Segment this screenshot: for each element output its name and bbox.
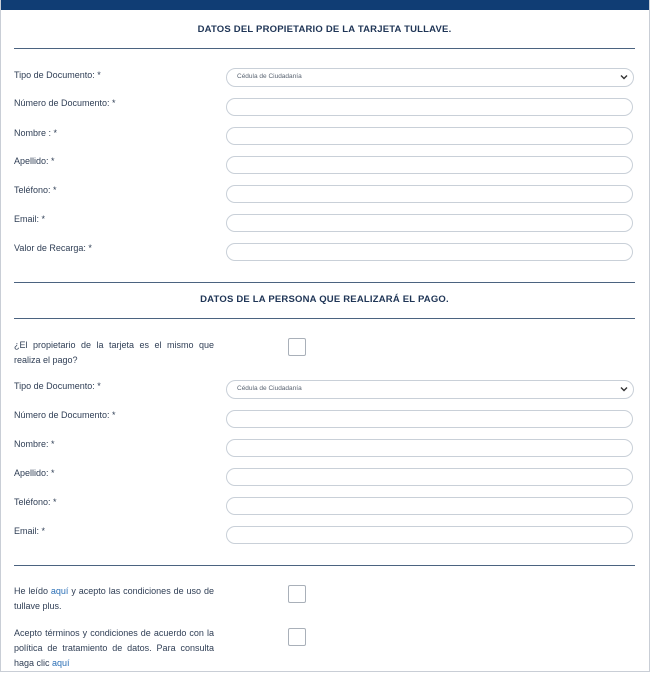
owner-name-label: Nombre : * bbox=[14, 128, 58, 138]
terms-read-link[interactable]: aquí bbox=[50, 586, 69, 596]
terms-read-text bbox=[14, 584, 214, 614]
terms-read-prefix: He leído bbox=[14, 586, 51, 596]
payer-email-label: Email: * bbox=[14, 526, 46, 536]
terms-read-checkbox[interactable] bbox=[288, 585, 306, 603]
terms-read-suffix: y acepto las condiciones de uso de tullave plus. bbox=[14, 586, 215, 611]
payer-surname-label: Apellido: * bbox=[14, 468, 55, 478]
payer-email-input[interactable] bbox=[226, 526, 633, 544]
owner-doc-type-select[interactable] bbox=[226, 68, 634, 87]
payer-doc-type-select[interactable] bbox=[226, 380, 634, 399]
owner-surname-label: Apellido: * bbox=[14, 156, 55, 166]
terms-divider bbox=[14, 565, 635, 566]
owner-email-input[interactable] bbox=[226, 214, 633, 232]
owner-email-label: Email: * bbox=[14, 214, 46, 224]
owner-phone-label: Teléfono: * bbox=[14, 185, 57, 195]
owner-doc-number-label: Número de Documento: * bbox=[14, 98, 116, 108]
payer-surname-input[interactable] bbox=[226, 468, 633, 486]
chevron-down-icon bbox=[619, 72, 629, 82]
owner-section-title: DATOS DEL PROPIETARIO DE LA TARJETA TULLAVE. bbox=[197, 24, 452, 35]
same-owner-checkbox[interactable] bbox=[288, 338, 306, 356]
terms-accept-checkbox[interactable] bbox=[288, 628, 306, 646]
payer-phone-label: Teléfono: * bbox=[14, 497, 57, 507]
payer-doc-type-label: Tipo de Documento: * bbox=[14, 381, 101, 391]
owner-name-input[interactable] bbox=[226, 127, 633, 145]
owner-doc-type-label: Tipo de Documento: * bbox=[14, 70, 101, 80]
payer-divider bbox=[14, 318, 635, 319]
terms-accept-text bbox=[14, 626, 214, 671]
same-owner-question: ¿El propietario de la tarjeta es el mismo que realiza el pago? bbox=[14, 340, 214, 365]
payer-doc-number-input[interactable] bbox=[226, 410, 633, 428]
owner-recharge-input[interactable] bbox=[226, 243, 633, 261]
payer-doc-number-label: Número de Documento: * bbox=[14, 410, 116, 420]
owner-recharge-label: Valor de Recarga: * bbox=[14, 243, 92, 253]
payer-phone-input[interactable] bbox=[226, 497, 633, 515]
payer-doc-type-value: Cédula de Ciudadanía bbox=[237, 385, 302, 392]
terms-accept-prefix: Acepto términos y condiciones de acuerdo con la política de tratamiento de datos. Para consulta haga clic bbox=[14, 628, 214, 668]
owner-doc-number-input[interactable] bbox=[226, 98, 633, 116]
owner-divider bbox=[14, 48, 635, 49]
owner-surname-input[interactable] bbox=[226, 156, 633, 174]
payer-name-label: Nombre: * bbox=[14, 439, 55, 449]
payer-top-divider bbox=[14, 282, 635, 283]
payer-name-input[interactable] bbox=[226, 439, 633, 457]
terms-accept-link[interactable]: aquí bbox=[52, 658, 70, 668]
payer-section-title: DATOS DE LA PERSONA QUE REALIZARÁ EL PAGO. bbox=[200, 294, 449, 305]
owner-doc-type-value: Cédula de Ciudadanía bbox=[237, 73, 302, 80]
owner-phone-input[interactable] bbox=[226, 185, 633, 203]
chevron-down-icon bbox=[619, 384, 629, 394]
